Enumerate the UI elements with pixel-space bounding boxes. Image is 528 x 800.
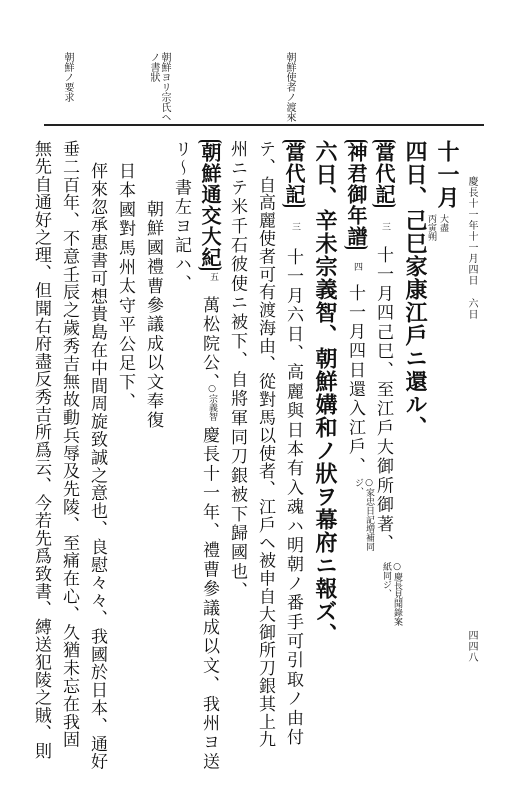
letter-body-line: 無先自通好之理、但聞右府盡反秀吉所爲云、今若先爲致書、縛送犯陵之賊、則 bbox=[31, 140, 51, 760]
source-text: 慶長十一年、禮曹參議成以文、我州ヨ送 bbox=[199, 426, 219, 772]
source-volume: 三 bbox=[380, 222, 390, 231]
source-shinkun-nenpu bbox=[346, 140, 366, 249]
source-text: テ、自高麗使者可有渡海由、從對馬以使者、江戶ヘ被申自大御所刀銀其上九 bbox=[255, 140, 275, 749]
source-text: 十一月六日、高麗與日本有入魂ハ明朝ノ番手可引取ノ由付 bbox=[283, 248, 303, 748]
source-dangdaiji-2 bbox=[284, 140, 304, 207]
source-annotation: ○宗義智 bbox=[207, 384, 217, 421]
source-text: 十一月四日還入江戶、 bbox=[345, 284, 365, 476]
letter-body-line: 伻來忽承惠書可想貴島在中間周旋致誠之意也、良慰々々、我國於日本、通好 bbox=[87, 162, 107, 771]
day6-title: 六日、辛未宗義智、朝鮮媾和ノ狀ヲ幕府ニ報ズ、 bbox=[312, 140, 338, 646]
source-text: 萬松院公、 bbox=[199, 296, 219, 392]
source-volume: 四 bbox=[352, 262, 362, 271]
month-note-top: 大盡 bbox=[438, 214, 448, 232]
margin-note-demand: 朝鮮ノ要求 bbox=[62, 52, 73, 102]
margin-note-letter: 朝鮮ヨリ宗氏ヘノ書狀 bbox=[148, 52, 170, 122]
source-name: 當代記 bbox=[372, 142, 396, 205]
day4-title: 四日、己巳家康江戶ニ還ル、 bbox=[402, 140, 428, 439]
header-rule bbox=[44, 124, 484, 126]
source-volume: 五 bbox=[208, 272, 218, 281]
source-chosen-tsuko-taiki bbox=[200, 140, 220, 270]
source-volume: 三 bbox=[290, 222, 300, 231]
source-name: 當代記 bbox=[282, 142, 306, 205]
source-name: 朝鮮通交大紀 bbox=[198, 142, 222, 268]
source-text: 州ニテ米千石彼使ニ被下、自將軍同刀銀被下歸國也、 bbox=[227, 140, 247, 601]
letter-title: 朝鮮國禮曹參議成以文奉復 bbox=[143, 200, 163, 431]
source-dangdaiji-1 bbox=[374, 140, 394, 207]
month-note-bottom: 丙寅朔 bbox=[426, 214, 436, 241]
page-header: 慶長十一年十一月四日 六日 bbox=[466, 176, 477, 320]
source-name: 神君御年譜 bbox=[344, 142, 368, 247]
margin-note-envoy: 朝鮮使者ノ渡來 bbox=[284, 52, 295, 122]
source-annotation: ○慶長見聞錄案紙同ジ、 bbox=[381, 562, 402, 626]
month-title: 十一月 bbox=[434, 140, 460, 209]
letter-address: 日本國對馬州太守平公足下、 bbox=[115, 162, 135, 412]
letter-body-line: 垂二百年、不意壬辰之歲秀吉無故動兵辱及先陵、至痛在心、久猶未忘在我固 bbox=[59, 140, 79, 749]
source-text: 十一月四己巳、至江戶大御所御著、 bbox=[373, 246, 393, 554]
source-annotation: ○家忠日記増補同ジ、 bbox=[353, 478, 374, 551]
source-text: リ～書左ヨ記ハ、 bbox=[171, 140, 191, 294]
page-number: 四四八 bbox=[466, 630, 477, 663]
